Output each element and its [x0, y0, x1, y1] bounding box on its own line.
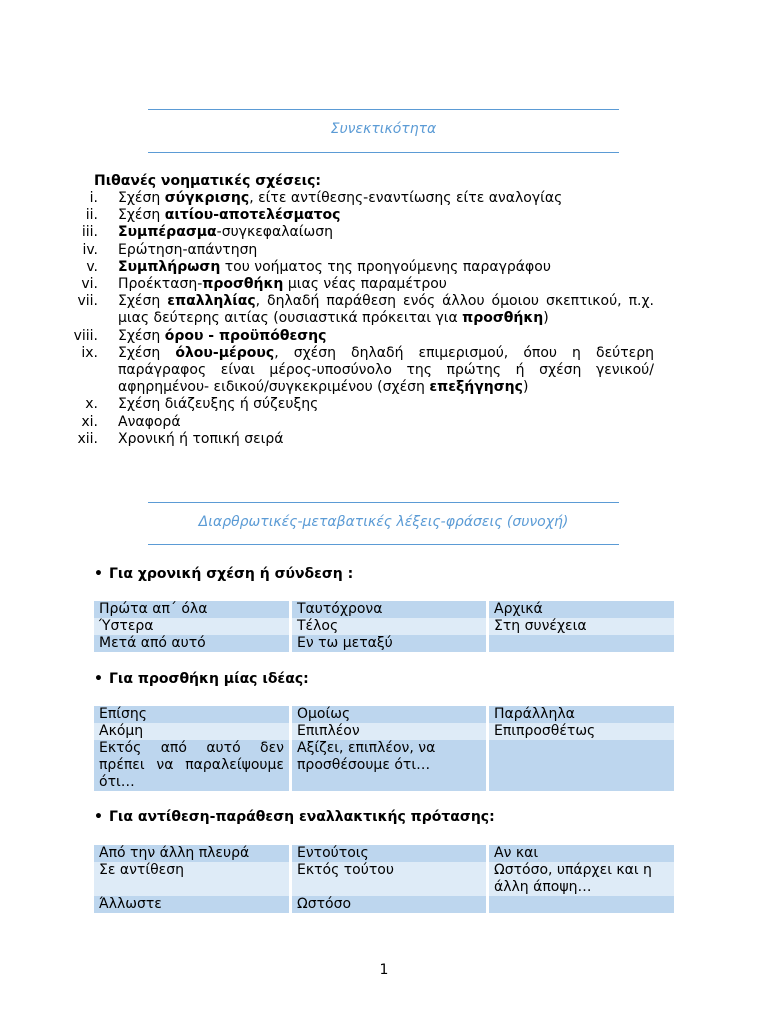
table-cell	[486, 896, 674, 913]
table-cell: Ομοίως	[289, 706, 486, 723]
table-cell: Σε αντίθεση	[94, 862, 289, 896]
table-cell: Άλλωστε	[94, 896, 289, 913]
table-cell: Αρχικά	[486, 601, 674, 618]
table-row	[94, 896, 674, 913]
table-cell: Αν και	[486, 845, 674, 862]
table-cell: Εκτός από αυτό δεν πρέπει να παραλείψουμε ότι…	[94, 740, 289, 791]
section-title-text: Για αντίθεση-παράθεση εναλλακτικής πρότασης:	[108, 809, 495, 825]
table-cell: Ύστερα	[94, 618, 289, 635]
table-cell: Επιπλέον	[289, 723, 486, 740]
list-item	[0, 207, 768, 224]
table-row	[94, 740, 674, 791]
list-item-text: Ερώτηση-απάντηση	[118, 241, 258, 258]
table-contrast	[94, 845, 674, 913]
table-cell: Εντούτοις	[289, 845, 486, 862]
table-cell: Παράλληλα	[486, 706, 674, 723]
list-item-text: Σχέση όρου - προϋπόθεσης	[118, 327, 327, 344]
table-cell: Επίσης	[94, 706, 289, 723]
bullet-icon: •	[94, 809, 103, 825]
table-cell: Ακόμη	[94, 723, 289, 740]
list-item-number: ix.	[81, 344, 98, 361]
list-item	[0, 293, 768, 327]
bottom-rule	[148, 152, 619, 153]
list-item-number: iv.	[82, 241, 98, 258]
list-item	[0, 259, 768, 276]
list-item	[0, 414, 768, 431]
table-cell: Τέλος	[289, 618, 486, 635]
table-cell: Ωστόσο, υπάρχει και η άλλη άποψη…	[486, 862, 674, 896]
table-cell: Από την άλλη πλευρά	[94, 845, 289, 862]
section-title-time	[94, 566, 353, 582]
list-item	[0, 345, 768, 397]
table-row	[94, 845, 674, 862]
table-row	[94, 601, 674, 618]
list-item-text: Σχέση διάζευξης ή σύζευξης	[118, 396, 319, 413]
table-cell	[486, 740, 674, 791]
list-item	[0, 396, 768, 413]
section-title-text: Για χρονική σχέση ή σύνδεση :	[108, 566, 354, 582]
table-row	[94, 723, 674, 740]
table-cell: Ταυτόχρονα	[289, 601, 486, 618]
list-item-text: Σχέση αιτίου-αποτελέσματος	[118, 207, 341, 224]
table-addition	[94, 706, 674, 791]
table-cell: Ωστόσο	[289, 896, 486, 913]
table-cell: Μετά από αυτό	[94, 635, 289, 652]
list-item-number: i.	[89, 190, 98, 206]
table-cell: Εν τω μεταξύ	[289, 635, 486, 652]
table-cell: Επιπροσθέτως	[486, 723, 674, 740]
table-row	[94, 618, 674, 635]
list-item-text: Συμπέρασμα-συγκεφαλαίωση	[118, 224, 333, 241]
table-row	[94, 706, 674, 723]
table-row	[94, 862, 674, 896]
table-row	[94, 635, 674, 652]
bullet-icon: •	[94, 671, 103, 687]
top-rule	[148, 109, 619, 110]
bottom-rule	[148, 544, 619, 545]
list-item	[0, 242, 768, 259]
table-cell: Πρώτα απ΄ όλα	[94, 601, 289, 618]
list-item-number: vi.	[81, 276, 98, 293]
list-item-text: Συμπλήρωση του νοήματος της προηγούμενης παραγράφου	[118, 258, 551, 275]
list-item-number: viii.	[73, 327, 98, 344]
list-item-number: ii.	[85, 207, 98, 224]
list-item-number: iii.	[81, 224, 98, 241]
table-cell: Στη συνέχεια	[486, 618, 674, 635]
table-cell: Εκτός τούτου	[289, 862, 486, 896]
section-title-contrast	[94, 809, 495, 825]
section-title-text: Για προσθήκη μίας ιδέας:	[108, 671, 309, 687]
relations-intro: Πιθανές νοηματικές σχέσεις:	[94, 173, 322, 189]
page-number: 1	[379, 962, 389, 978]
heading-cohesion: Συνεκτικότητα	[330, 121, 437, 137]
list-item-text: Σχέση σύγκρισης, είτε αντίθεσης-εναντίωσης είτε αναλογίας	[118, 190, 563, 206]
list-item-text: Σχέση όλου-μέρους, σχέση δηλαδή επιμερισμού, όπου η δεύτερη παράγραφος είναι μέρος-υποσύνολο της πρώτης ή σχέση γενικού/αφηρημένου- ειδικού/συγκεκριμένου (σχέση επεξήγησης)	[118, 344, 654, 396]
list-item-number: xi.	[81, 413, 98, 430]
bullet-icon: •	[94, 566, 103, 582]
relations-list	[0, 190, 768, 448]
list-item	[0, 431, 768, 448]
table-time	[94, 601, 674, 652]
table-cell	[486, 635, 674, 652]
table-cell: Αξίζει, επιπλέον, να προσθέσουμε ότι…	[289, 740, 486, 791]
list-item	[0, 276, 768, 293]
list-item-number: x.	[85, 396, 98, 413]
list-item-text: Σχέση επαλληλίας, δηλαδή παράθεση ενός άλλου όμοιου σκεπτικού, π.χ. μιας δεύτερης αιτίας (ουσιαστικά πρόκειται για προσθήκη)	[118, 293, 654, 327]
list-item-text: Χρονική ή τοπική σειρά	[118, 430, 284, 447]
top-rule	[148, 502, 619, 503]
list-item-text: Αναφορά	[118, 413, 181, 430]
list-item-number: v.	[86, 258, 98, 275]
list-item-number: xii.	[77, 430, 98, 447]
list-item	[0, 190, 768, 207]
list-item-text: Προέκταση-προσθήκη μιας νέας παραμέτρου	[118, 276, 447, 293]
list-item	[0, 224, 768, 241]
heading-transition-words: Διαρθρωτικές-μεταβατικές λέξεις-φράσεις (συνοχή)	[198, 514, 569, 530]
list-item	[0, 328, 768, 345]
list-item-number: vii.	[77, 293, 98, 310]
section-title-addition	[94, 671, 309, 687]
